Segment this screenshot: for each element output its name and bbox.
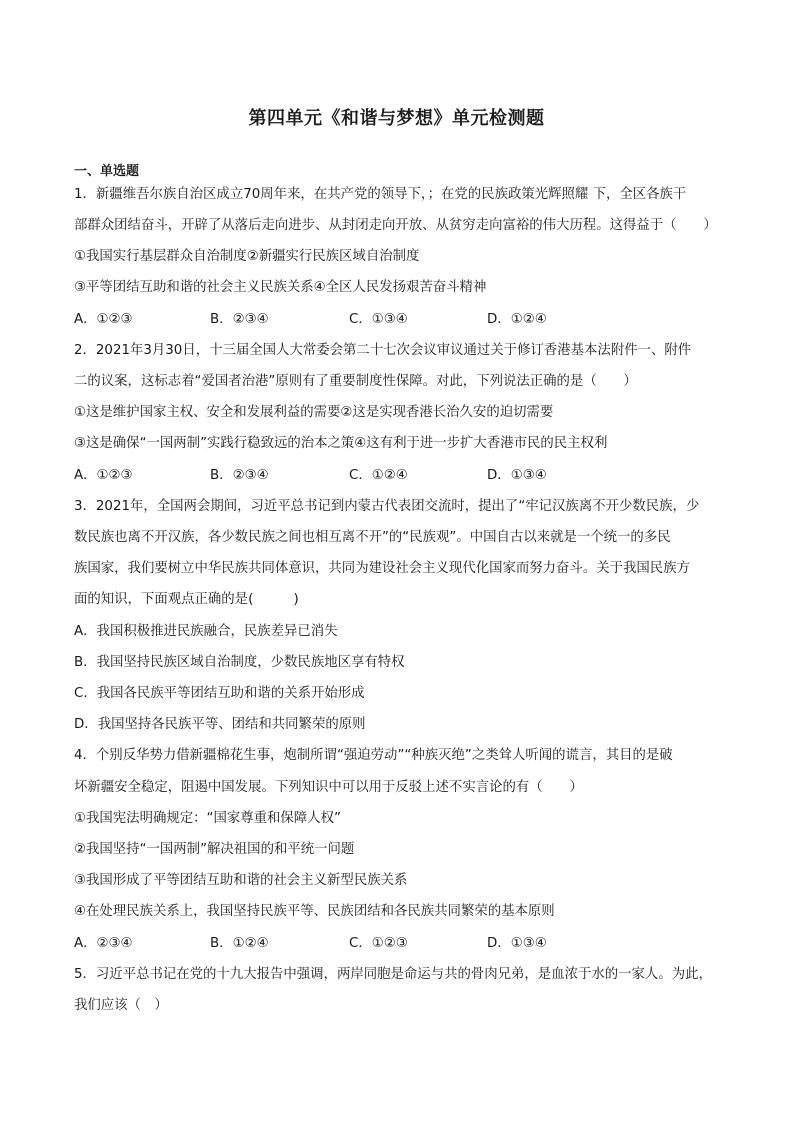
question-1-statement-2: ③平等团结互助和谐的社会主义民族关系④全区人民发扬艰苦奋斗精神 <box>74 280 487 295</box>
question-1-option-d[interactable]: D．①②④ <box>487 312 547 327</box>
question-4-option-c[interactable]: C．①②③ <box>349 936 408 951</box>
question-1-statement-1: ①我国实行基层群众自治制度②新疆实行民族区域自治制度 <box>74 249 420 264</box>
question-4-option-b[interactable]: B．①②④ <box>210 936 269 951</box>
question-1-option-a[interactable]: A．①②③ <box>74 312 133 327</box>
question-2-statement-2: ③这是确保“一国两制”实践行稳致远的治本之策④这有利于进一步扩大香港市民的民主权利 <box>74 436 608 451</box>
question-3-option-c[interactable]: C．我国各民族平等团结互助和谐的关系开始形成 <box>74 686 365 701</box>
question-1-line-1: 1．新疆维吾尔族自治区成立70周年来，在共产党的领导下，；在党的民族政策光辉照耀 下，全区各族干 <box>74 187 687 202</box>
question-2-statement-1: ①这是维护国家主权、安全和发展利益的需要②这是实现香港长治久安的迫切需要 <box>74 405 554 420</box>
question-3-line-4: 面的知识，下面观点正确的是( ) <box>74 592 299 607</box>
question-3-option-d[interactable]: D．我国坚持各民族平等、团结和共同繁荣的原则 <box>74 717 366 732</box>
question-2-line-1: 2．2021年3月30日，十三届全国人大常委会第二十七次会议审议通过关于修订香港基本法附件一、附件 <box>74 343 692 358</box>
question-2-option-d[interactable]: D．①③④ <box>487 468 547 483</box>
question-2-option-a[interactable]: A．①②③ <box>74 468 133 483</box>
question-4-line-1: 4．个别反华势力借新疆棉花生事，炮制所谓“强迫劳动”“种族灭绝”之类耸人听闻的谎言，其目的是破 <box>74 748 673 763</box>
question-3-line-2: 数民族也离不开汉族，各少数民族之间也相互离不开”的“民族观”。中国自古以来就是一个统一的多民 <box>74 530 671 545</box>
question-3-option-a[interactable]: A．我国积极推进民族融合，民族差异已消失 <box>74 624 338 639</box>
question-1-option-b[interactable]: B．②③④ <box>210 312 269 327</box>
question-3-option-b[interactable]: B．我国坚持民族区域自治制度，少数民族地区享有特权 <box>74 655 405 670</box>
question-2-option-c[interactable]: C．①②④ <box>349 468 408 483</box>
question-2-options <box>74 467 724 485</box>
question-4-line-2: 坏新疆安全稳定，阻遏中国发展。下列知识中可以用于反驳上述不实言论的有（ ） <box>74 780 583 795</box>
question-1-line-2: 部群众团结奋斗，开辟了从落后走向进步、从封闭走向开放、从贫穷走向富裕的伟大历程。这得益于（ ） <box>74 218 717 233</box>
question-4-statement-3: ③我国形成了平等团结互助和谐的社会主义新型民族关系 <box>74 873 408 888</box>
question-3-line-1: 3．2021年，全国两会期间，习近平总书记到内蒙古代表团交流时，提出了“牢记汉族离不开少数民族，少 <box>74 499 700 514</box>
question-2-option-b[interactable]: B．②③④ <box>210 468 269 483</box>
question-4-statement-4: ④在处理民族关系上，我国坚持民族平等、民族团结和各民族共同繁荣的基本原则 <box>74 904 555 919</box>
question-3-line-3: 族国家，我们要树立中华民族共同体意识，共同为建设社会主义现代化国家而努力奋斗。关于我国民族方 <box>74 561 690 576</box>
question-5-line-1: 5．习近平总书记在党的十九大报告中强调，两岸同胞是命运与共的骨肉兄弟，是血浓于水的一家人。为此， <box>74 967 712 982</box>
question-1-option-c[interactable]: C．①③④ <box>349 312 408 327</box>
section-heading: 一、单选题 <box>74 164 140 179</box>
question-4-statement-1: ①我国宪法明确规定：“国家尊重和保障人权” <box>74 811 341 826</box>
page-title: 第四单元《和谐与梦想》单元检测题 <box>248 108 545 129</box>
question-2-line-2: 二的议案，这标志着“爱国者治港”原则有了重要制度性保障。对此，下列说法正确的是（ ） <box>74 374 637 389</box>
question-4-statement-2: ②我国坚持“一国两制”解决祖国的和平统一问题 <box>74 842 355 857</box>
question-5-line-2: 我们应该（ ） <box>74 998 168 1013</box>
question-4-option-d[interactable]: D．①③④ <box>487 936 547 951</box>
question-1-options <box>74 311 724 329</box>
question-4-options <box>74 935 724 953</box>
question-4-option-a[interactable]: A．②③④ <box>74 936 133 951</box>
